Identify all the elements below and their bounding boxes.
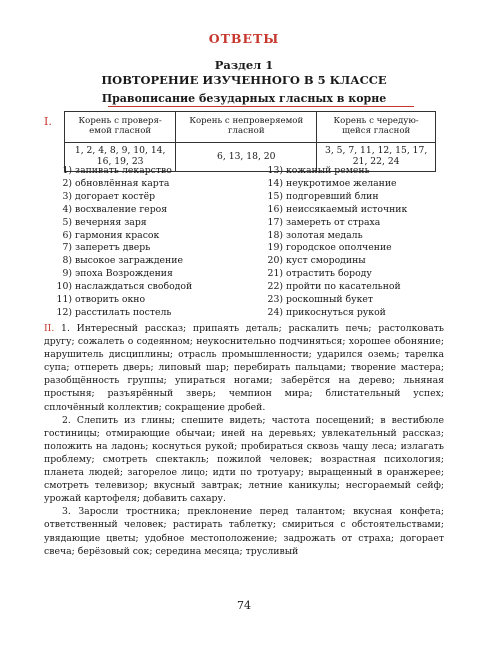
list-item: 12) расстилать постель	[56, 306, 172, 318]
list-item: 21) отрастить бороду	[267, 268, 372, 280]
table-cell: 3, 5, 7, 11, 12, 15, 17, 21, 22, 24	[317, 143, 436, 172]
list-item: 10) наслаждаться свободой	[56, 281, 193, 293]
exercise-2-paragraph-1: II. 1. Интересный рассказ; припаять деталь; раскалить печь; растолковать другу; сожалеть о содеянном; неукоснительно подчиняться; хорошее обоняние; нарушитель дисциплины; отрасль промышленности; ударился оземь; тарелка супа; отпереть дверь; липовый шар; перебирать пальцами; творение мастера; разобщённость группы; упираться ногами; заберётся на дерево; льняная простыня; разъярённый зверь; чемпион мира; блистательный успех; сплочённый коллектив; сокращение дробей.	[44, 323, 444, 413]
list-item: 4) восхваление героя	[62, 203, 168, 215]
table-header-cell: Корень с непроверяемой гласной	[176, 112, 317, 143]
list-item: 11) отворить окно	[56, 294, 146, 306]
exercise-2-paragraph-3: 3. Заросли тростника; преклонение перед талантом; вкусная конфета; ответственный человек; растирать таблетку; смириться с обстоятельствами; увядающие цветы; удобное местоположение; задрожать от страха; догорает свеча; берёзовый сок; середина месяца; трусливый	[44, 506, 444, 557]
word-list-left	[55, 165, 192, 320]
list-item: 6) гармония красок	[62, 229, 160, 241]
list-item: 14) неукротимое желание	[267, 177, 397, 189]
list-item: 13) кожаный ремень	[267, 165, 370, 176]
section-title: ПОВТОРЕНИЕ ИЗУЧЕННОГО В 5 КЛАССЕ	[101, 73, 387, 87]
table-cell: 6, 13, 18, 20	[176, 143, 317, 172]
list-item: 15) подгоревший блин	[267, 190, 379, 202]
exercise-2	[44, 322, 444, 558]
list-item: 5) вечерняя заря	[62, 216, 147, 228]
list-item: 1) запивать лекарство	[62, 165, 172, 176]
list-item: 18) золотая медаль	[267, 229, 363, 241]
list-item: 23) роскошный букет	[267, 294, 374, 306]
section-number: Раздел 1	[214, 58, 274, 72]
list-item: 9) эпоха Возрождения	[62, 268, 173, 280]
list-item: 2) обновлённая карта	[62, 177, 170, 189]
answers-heading: ОТВЕТЫ	[208, 31, 280, 46]
list-item: 16) неиссякаемый источник	[267, 203, 408, 215]
list-item: 17) замереть от страха	[267, 216, 381, 228]
table-header-cell: Корень с чередую-щейся гласной	[317, 112, 436, 143]
roots-table	[64, 111, 436, 172]
table-header-cell: Корень с проверя-емой гласной	[65, 112, 176, 143]
list-item: 19) городское ополчение	[267, 242, 392, 254]
list-item: 3) догорает костёр	[62, 190, 156, 202]
exercise-2-paragraph-2: 2. Слепить из глины; спешите видеть; частота посещений; в вестибюле гостиницы; отмирающие обычаи; иней на деревьях; увлекательный рассказ; положить на ладонь; коснуться рукой; пробираться сквозь чащу леса; излагать проблему; смотреть спектакль; пожилой человек; возрастная психология; планета людей; загорелое лицо; идти по тротуару; выращенный в оранжерее; смотреть телевизор; вкусный завтрак; летние каникулы; несгораемый сейф; урожай картофеля; добавить сахару.	[44, 414, 444, 505]
section-subtitle: Правописание безударных гласных в корне	[101, 92, 387, 105]
list-item: 7) заперетъ дверь	[62, 242, 151, 254]
subtitle-underline	[108, 106, 414, 107]
word-list-right	[266, 165, 407, 320]
page-number: 74	[237, 599, 251, 612]
list-item: 8) высокое заграждение	[62, 255, 183, 267]
list-item: 24) прикоснуться рукой	[267, 306, 386, 318]
table-cell: 1, 2, 4, 8, 9, 10, 14, 16, 19, 23	[65, 143, 176, 172]
table-header-row	[65, 112, 436, 143]
exercise-1-marker: I.	[44, 115, 52, 128]
exercise-2-marker: II.	[44, 323, 55, 334]
list-item: 20) куст смородины	[267, 255, 366, 267]
list-item: 22) пройти по касательной	[267, 281, 401, 293]
